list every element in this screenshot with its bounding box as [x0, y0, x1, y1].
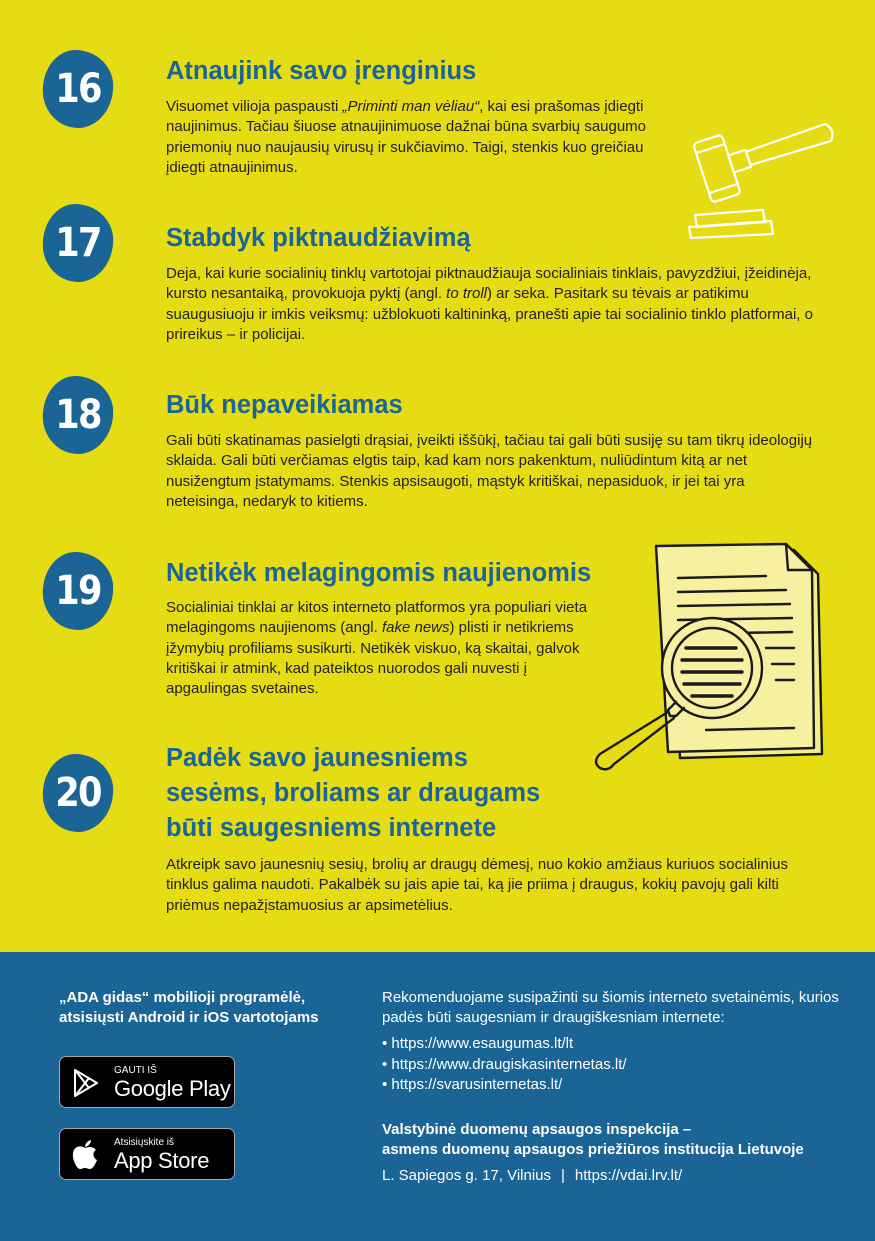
- tip-title: Stabdyk piktnaudžiavimą: [166, 224, 471, 252]
- tip-title: Būk nepaveikiamas: [166, 391, 403, 419]
- document-magnifier-icon: [586, 540, 836, 772]
- tip-body: Visuomet vilioja paspausti „Priminti man vėliau“, kai esi prašomas įdiegti naujinimus. Tačiau šiuose atnaujinimuose dažnai būna svarbių saugumo priemonių nuo naujausių virusų ir sukčiavimo. Taigi, stenkis kuo greičiau įdiegti atnaujinimus.: [166, 98, 647, 176]
- link-esaugumas[interactable]: • https://www.esaugumas.lt/lt: [382, 1035, 574, 1052]
- contact-line: [382, 1166, 682, 1186]
- separator: |: [561, 1167, 565, 1184]
- address: L. Sapiegos g. 17, Vilnius: [382, 1167, 552, 1184]
- link-svarusinternetas[interactable]: • https://svarusinternetas.lt/: [382, 1076, 563, 1093]
- google-play-icon: [70, 1067, 102, 1099]
- google-play-small-label: GAUTI IŠ: [114, 1065, 157, 1076]
- link-list: [382, 1034, 627, 1096]
- tip-body: Deja, kai kurie socialinių tinklų vartotojai piktnaudžiauja socialiniais tinklais, pavyzdžiui, įžeidinėja, kursto nesantaiką, provokuoja pyktį (angl. to troll) ar seka. Pasitark su tėvais ar patikimu suaugusiuoju ir imkis veiksmų: užblokuoti kaltininką, pranešti apie tai socialinio tinklo platformai, o prireikus – ir policijai.: [166, 265, 813, 343]
- apple-icon: [70, 1139, 100, 1171]
- website-link[interactable]: https://vdai.lrv.lt/: [574, 1167, 683, 1184]
- tip-title: Padėk savo jaunesniems sesėms, broliams ar draugams būti saugesniems internete: [166, 744, 541, 842]
- google-play-label: Google Play: [114, 1076, 231, 1101]
- app-store-small-label: Atsisiųskite iš: [114, 1137, 175, 1148]
- google-play-button[interactable]: [59, 1056, 235, 1108]
- link-draugiskasinternetas[interactable]: • https://www.draugiskasinternetas.lt/: [382, 1055, 627, 1073]
- app-promo-title: „ADA gidas“ mobilioji programėlė, atsisiųsti Android ir iOS vartotojams: [59, 989, 319, 1026]
- app-store-label: App Store: [114, 1148, 210, 1173]
- tip-number-badge: 20: [43, 754, 113, 832]
- organization-name: Valstybinė duomenų apsaugos inspekcija – asmens duomenų apsaugos priežiūros institucija Lietuvoje: [382, 1121, 804, 1158]
- footer: [0, 952, 875, 1241]
- list-item: [382, 1055, 627, 1076]
- list-item: [382, 1075, 627, 1096]
- recommend-text: Rekomenduojame susipažinti su šiomis interneto svetainėmis, kurios padės būti saugesniam ir draugiškesniam internete:: [382, 989, 839, 1026]
- tip-number-badge: 17: [43, 204, 113, 282]
- tip-title: Netikėk melagingomis naujienomis: [166, 559, 592, 587]
- tip-body: Atkreipk savo jaunesnių sesių, brolių ar draugų dėmesį, nuo kokio amžiaus kuriuos socialinius tinklus galima naudoti. Pakalbėk su jais apie tai, ką jie priima į draugus, kokių pavojų gali kilti priėmus nepažįstamuosius ar apsimetėlius.: [166, 856, 788, 914]
- list-item: [382, 1034, 627, 1055]
- tip-number-badge: 18: [43, 376, 113, 454]
- tip-body: Socialiniai tinklai ar kitos interneto platformos yra populiari vieta melagingoms naujienoms (angl. fake news) plisti ir netikriems įžymybių profiliams susikurti. Netikėk viskuo, ką skaitai, galvok kritiškai ir atmink, kad pateiktos nuorodos gali nuvesti į apgaulingas svetaines.: [166, 599, 588, 698]
- tip-number-badge: 19: [43, 552, 113, 630]
- tip-number-badge: 16: [43, 50, 113, 128]
- gavel-icon: [683, 100, 848, 240]
- app-store-button[interactable]: [59, 1128, 235, 1180]
- tip-body: Gali būti skatinamas pasielgti drąsiai, įveikti iššūkį, tačiau tai gali būti susiję su tam tikrų ideologijų sklaida. Gali būti verčiamas elgtis taip, kad kam nors pakenktum, nuliūdintum kitą ar net nusižengtum įstatymams. Stenkis apsisaugoti, mąstyk kritiškai, nepasiduok, ir jei tai yra neteisinga, nedaryk to kitiems.: [166, 432, 813, 510]
- tip-title: Atnaujink savo įrenginius: [166, 57, 477, 85]
